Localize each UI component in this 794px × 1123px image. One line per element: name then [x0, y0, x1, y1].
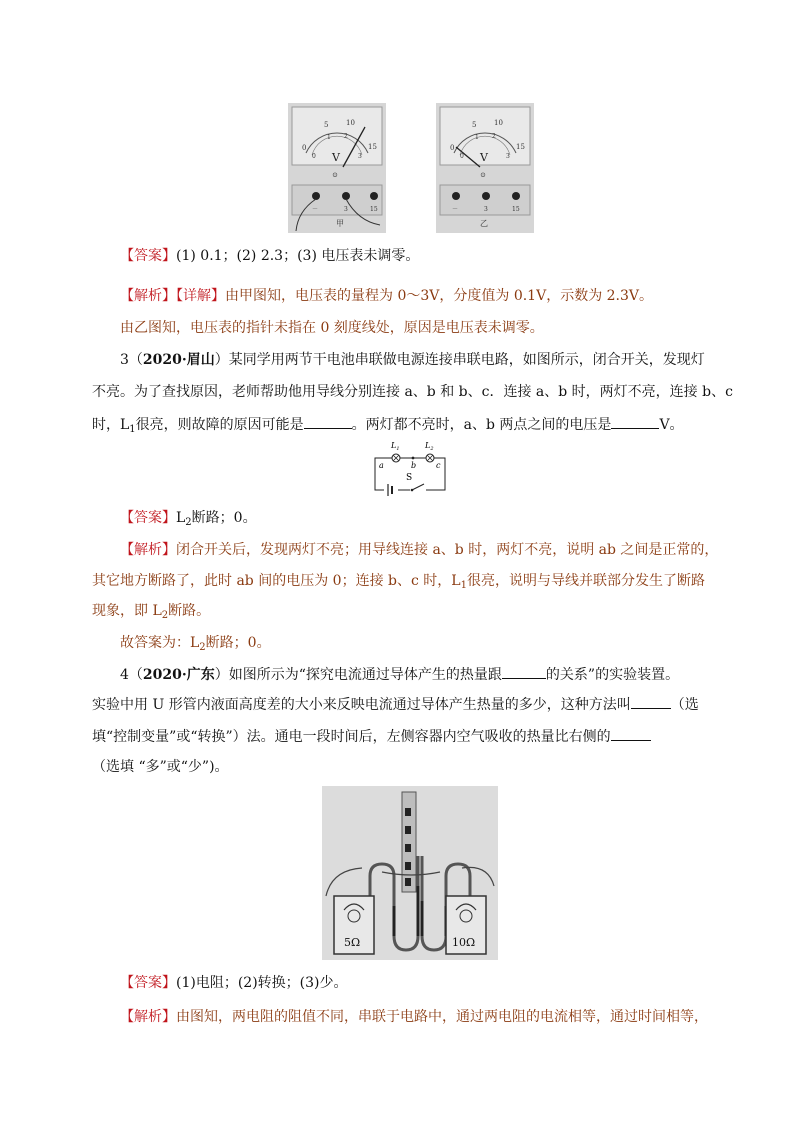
q3-answer-sub: 2 [185, 517, 192, 528]
q3-analysis-3b: 断路。 [168, 603, 211, 619]
right-scale-0: 0 [450, 144, 455, 152]
label-l2: $L_2$ [425, 441, 434, 452]
resistor-10-label: 10Ω [452, 936, 476, 949]
q3-final-sub: 2 [199, 642, 206, 653]
q3-analysis-1 [120, 540, 718, 560]
q4-number: 4（ [120, 667, 143, 683]
voltmeter-figure [288, 103, 534, 233]
analysis-tag: 【解析】 [120, 1009, 176, 1025]
q3-blank-1[interactable] [304, 414, 352, 429]
q4-stem-4: （选填 “多”或“少”)。 [92, 759, 229, 775]
q4-analysis-text: 由图知，两电阻的阻值不同，串联于电路中，通过两电阻的电流相等，通过时间相等， [176, 1009, 708, 1025]
q4-answer-text: (1)电阻；(2)转换；(3)少。 [176, 975, 348, 991]
left-scale-10: 10 [346, 119, 355, 127]
q3-stem-3 [92, 414, 684, 440]
q4-stem-1b: 的关系”的实验装置。 [545, 667, 680, 683]
left-inner-0: 0 [312, 153, 316, 160]
analysis-tag: 【解析】【详解】 [120, 288, 225, 304]
q3-stem-1 [120, 350, 705, 370]
q3-answer-a: L [176, 510, 186, 526]
left-v-symbol: V [332, 151, 340, 164]
q3-analysis-3-sub: 2 [161, 610, 169, 621]
right-inner-0: 0 [460, 153, 464, 160]
left-terminal-neg: － [312, 206, 319, 213]
q3-analysis-text-1: 闭合开关后，发现两灯不亮；用导线连接 a、b 时，两灯不亮，说明 ab 之间是正常的， [176, 542, 719, 558]
q3-analysis-2b: 很亮，说明与导线并联部分发生了断路 [466, 573, 705, 589]
q3-stem-3-sub: 1 [129, 424, 136, 435]
q4-stem-2 [92, 694, 699, 715]
answer-tag: 【答案】 [120, 510, 176, 526]
left-terminal-3: 3 [344, 206, 348, 213]
u-tube-apparatus [322, 786, 498, 960]
q3-answer-b: 断路；0。 [191, 510, 257, 526]
q4-stem-2a: 实验中用 U 形管内液面高度差的大小来反映电流通过导体产生热量的多少，这种方法叫 [92, 697, 631, 713]
q3-stem-3c: 。两灯都不亮时，a、b 两点之间的电压是 [351, 417, 612, 433]
q3-analysis-3a: 现象，即 L [92, 603, 162, 619]
label-l1: $L_1$ [391, 441, 400, 452]
label-s: S [406, 473, 413, 483]
circuit-diagram [370, 440, 450, 496]
left-inner-3: 3 [358, 153, 362, 160]
right-caption: 乙 [480, 219, 488, 228]
q3-stem-text-1: 某同学用两节干电池串联做电源连接串联电路，如图所示，闭合开关，发现灯 [228, 352, 705, 368]
label-c: c [436, 461, 441, 470]
q4-stem-3a: 填“控制变量”或“转换”）法。通电一段时间后，左侧容器内空气吸收的热量比右侧的 [92, 729, 611, 745]
q4-blank-2[interactable] [631, 694, 671, 709]
right-scale-5: 5 [472, 121, 477, 129]
q3-source: 2020·眉山 [142, 352, 215, 368]
left-scale-0: 0 [302, 144, 307, 152]
resistor-5-label: 5Ω [344, 936, 361, 949]
right-inner-1: 1 [475, 134, 479, 141]
q2-answer [120, 246, 419, 266]
q3-close-paren: ） [214, 352, 229, 368]
q3-stem-3d: V。 [659, 417, 684, 433]
q3-stem-2: 不亮。为了查找原因，老师帮助他用导线分别连接 a、b 和 b、c．连接 a、b 时，两灯不亮，连接 b、c [92, 384, 733, 400]
q4-analysis [120, 1007, 708, 1027]
q4-close-paren: ） [214, 667, 229, 683]
answer-text: (1) 0.1；(2) 2.3；(3) 电压表未调零。 [176, 248, 420, 264]
label-b: b [411, 461, 417, 470]
q3-stem-3b: 很亮，则故障的原因可能是 [135, 417, 304, 433]
left-inner-1: 1 [327, 134, 331, 141]
q4-answer [120, 973, 348, 993]
voltmeter-right [436, 103, 534, 233]
q2-analysis [120, 286, 653, 306]
right-terminal-neg: － [452, 206, 459, 213]
q2-analysis-2: 由乙图知，电压表的指针未指在 0 刻度线处，原因是电压表未调零。 [120, 320, 544, 336]
right-terminal-15: 15 [512, 206, 520, 213]
answer-tag: 【答案】 [120, 248, 176, 264]
q4-blank-1[interactable] [502, 664, 546, 679]
q3-number: 3（ [120, 352, 143, 368]
answer-tag: 【答案】 [120, 975, 176, 991]
left-terminal-15: 15 [370, 206, 378, 213]
analysis-text: 由甲图知，电压表的量程为 0～3V，分度值为 0.1V，示数为 2.3V。 [225, 288, 654, 304]
right-inner-3: 3 [506, 153, 510, 160]
right-v-symbol: V [480, 151, 488, 164]
q3-analysis-3 [92, 601, 210, 626]
q3-analysis-2-sub: 1 [460, 580, 467, 591]
label-a: a [379, 461, 384, 470]
q3-analysis-2 [92, 571, 705, 596]
right-inner-2: 2 [492, 133, 496, 140]
q4-stem-1 [120, 664, 679, 685]
q4-source: 2020·广东 [142, 667, 215, 683]
left-caption: 甲 [336, 219, 344, 228]
q3-blank-2[interactable] [611, 414, 659, 429]
left-scale-15: 15 [368, 143, 377, 151]
q4-blank-3[interactable] [611, 726, 651, 741]
q3-final-b: 断路；0。 [205, 635, 271, 651]
q3-answer [120, 508, 257, 533]
q3-final-a: 故答案为：L [120, 635, 200, 651]
right-zero-adjust: ⊙ [480, 171, 486, 179]
left-inner-2: 2 [344, 133, 348, 140]
right-scale-15: 15 [516, 143, 525, 151]
right-scale-10: 10 [494, 119, 503, 127]
voltmeter-left [288, 103, 386, 233]
q4-stem-2b: （选 [670, 697, 699, 713]
q3-stem-3a: 时，L [92, 417, 130, 433]
q3-analysis-2a: 其它地方断路了，此时 ab 间的电压为 0；连接 b、c 时，L [92, 573, 461, 589]
analysis-tag: 【解析】 [120, 542, 176, 558]
q4-stem-3 [92, 726, 651, 747]
right-terminal-3: 3 [484, 206, 488, 213]
left-scale-5: 5 [324, 121, 329, 129]
q3-final [120, 633, 271, 658]
left-zero-adjust: ⊙ [332, 171, 338, 179]
q4-stem-1a: 如图所示为“探究电流通过导体产生的热量跟 [228, 667, 502, 683]
